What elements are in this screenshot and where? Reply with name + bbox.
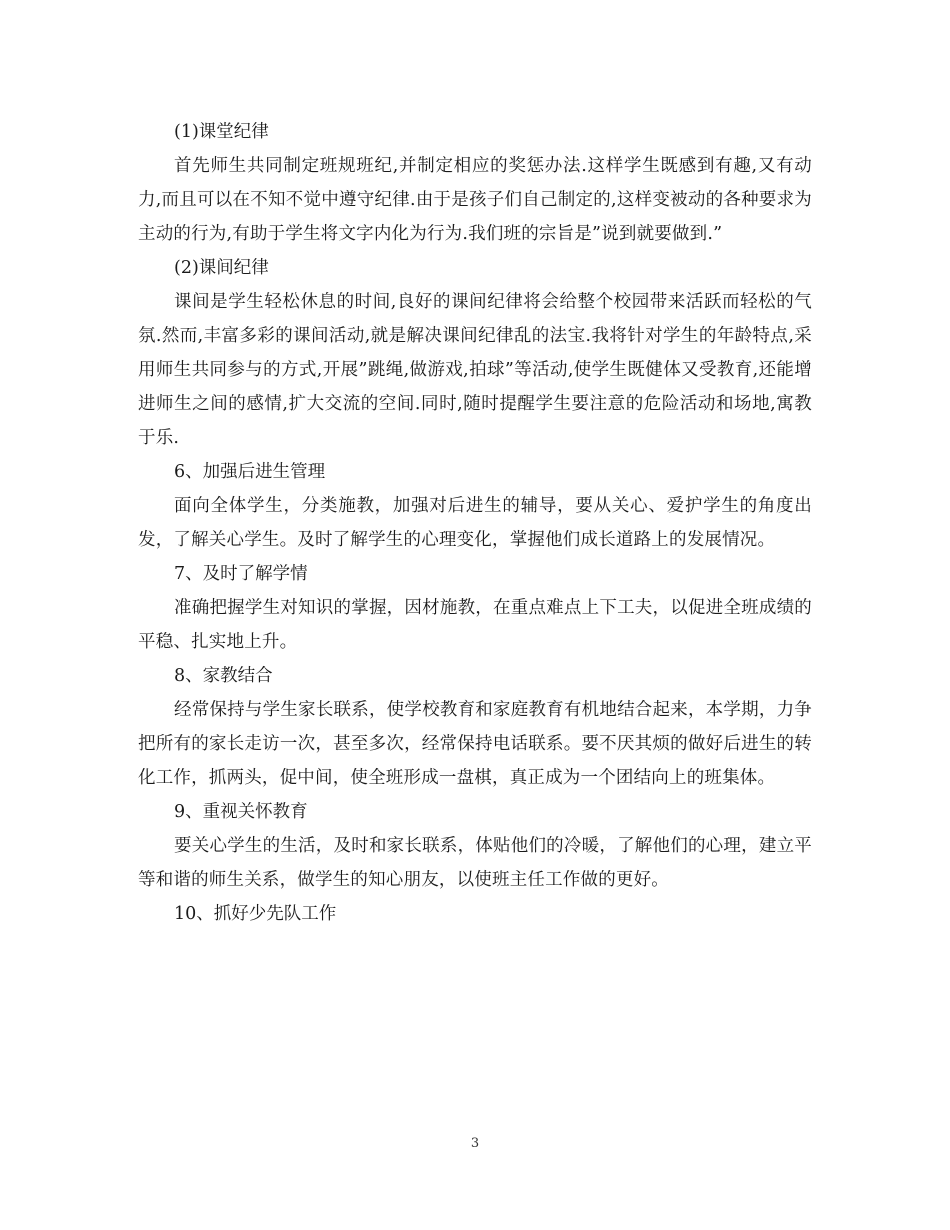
para-section-6: 面向全体学生，分类施教，加强对后进生的辅导，要从关心、爱护学生的角度出发，了解关心学生。及时了解学生的心理变化，掌握他们成长道路上的发展情况。 bbox=[138, 496, 812, 550]
heading-section-10: 10、抓好少先队工作 bbox=[174, 904, 337, 924]
para-section-8: 经常保持与学生家长联系，使学校教育和家庭教育有机地结合起来，本学期，力争把所有的家长走访一次，甚至多次，经常保持电话联系。要不厌其烦的做好后进生的转化工作，抓两头，促中间，使全班形成一盘棋，真正成为一个团结向上的班集体。 bbox=[138, 700, 812, 788]
para-recess-discipline: 课间是学生轻松休息的时间,良好的课间纪律将会给整个校园带来活跃而轻松的气氛.然而,丰富多彩的课间活动,就是解决课间纪律乱的法宝.我将针对学生的年龄特点,采用师生共同参与的方式,开展”跳绳,做游戏,拍球”等活动,使学生既健体又受教育,还能增进师生之间的感情,扩大交流的空间.同时,随时提醒学生要注意的危险活动和场地,寓教于乐. bbox=[138, 292, 812, 448]
page-number: 3 bbox=[470, 1136, 480, 1151]
heading-section-7: 7、及时了解学情 bbox=[174, 564, 308, 584]
document-body bbox=[138, 115, 812, 931]
heading-section-8: 8、家教结合 bbox=[174, 666, 273, 686]
para-section-7: 准确把握学生对知识的掌握，因材施教，在重点难点上下工夫，以促进全班成绩的平稳、扎实地上升。 bbox=[138, 598, 812, 652]
heading-section-6: 6、加强后进生管理 bbox=[174, 462, 326, 482]
para-classroom-discipline: 首先师生共同制定班规班纪,并制定相应的奖惩办法.这样学生既感到有趣,又有动力,而且可以在不知不觉中遵守纪律.由于是孩子们自己制定的,这样变被动的各种要求为主动的行为,有助于学生将文字内化为行为.我们班的宗旨是”说到就要做到.” bbox=[138, 156, 812, 244]
heading-classroom-discipline: (1)课堂纪律 bbox=[174, 122, 269, 142]
heading-recess-discipline: (2)课间纪律 bbox=[174, 258, 269, 278]
para-section-9: 要关心学生的生活，及时和家长联系，体贴他们的冷暖，了解他们的心理，建立平等和谐的师生关系，做学生的知心朋友，以使班主任工作做的更好。 bbox=[138, 836, 812, 890]
heading-section-9: 9、重视关怀教育 bbox=[174, 802, 308, 822]
